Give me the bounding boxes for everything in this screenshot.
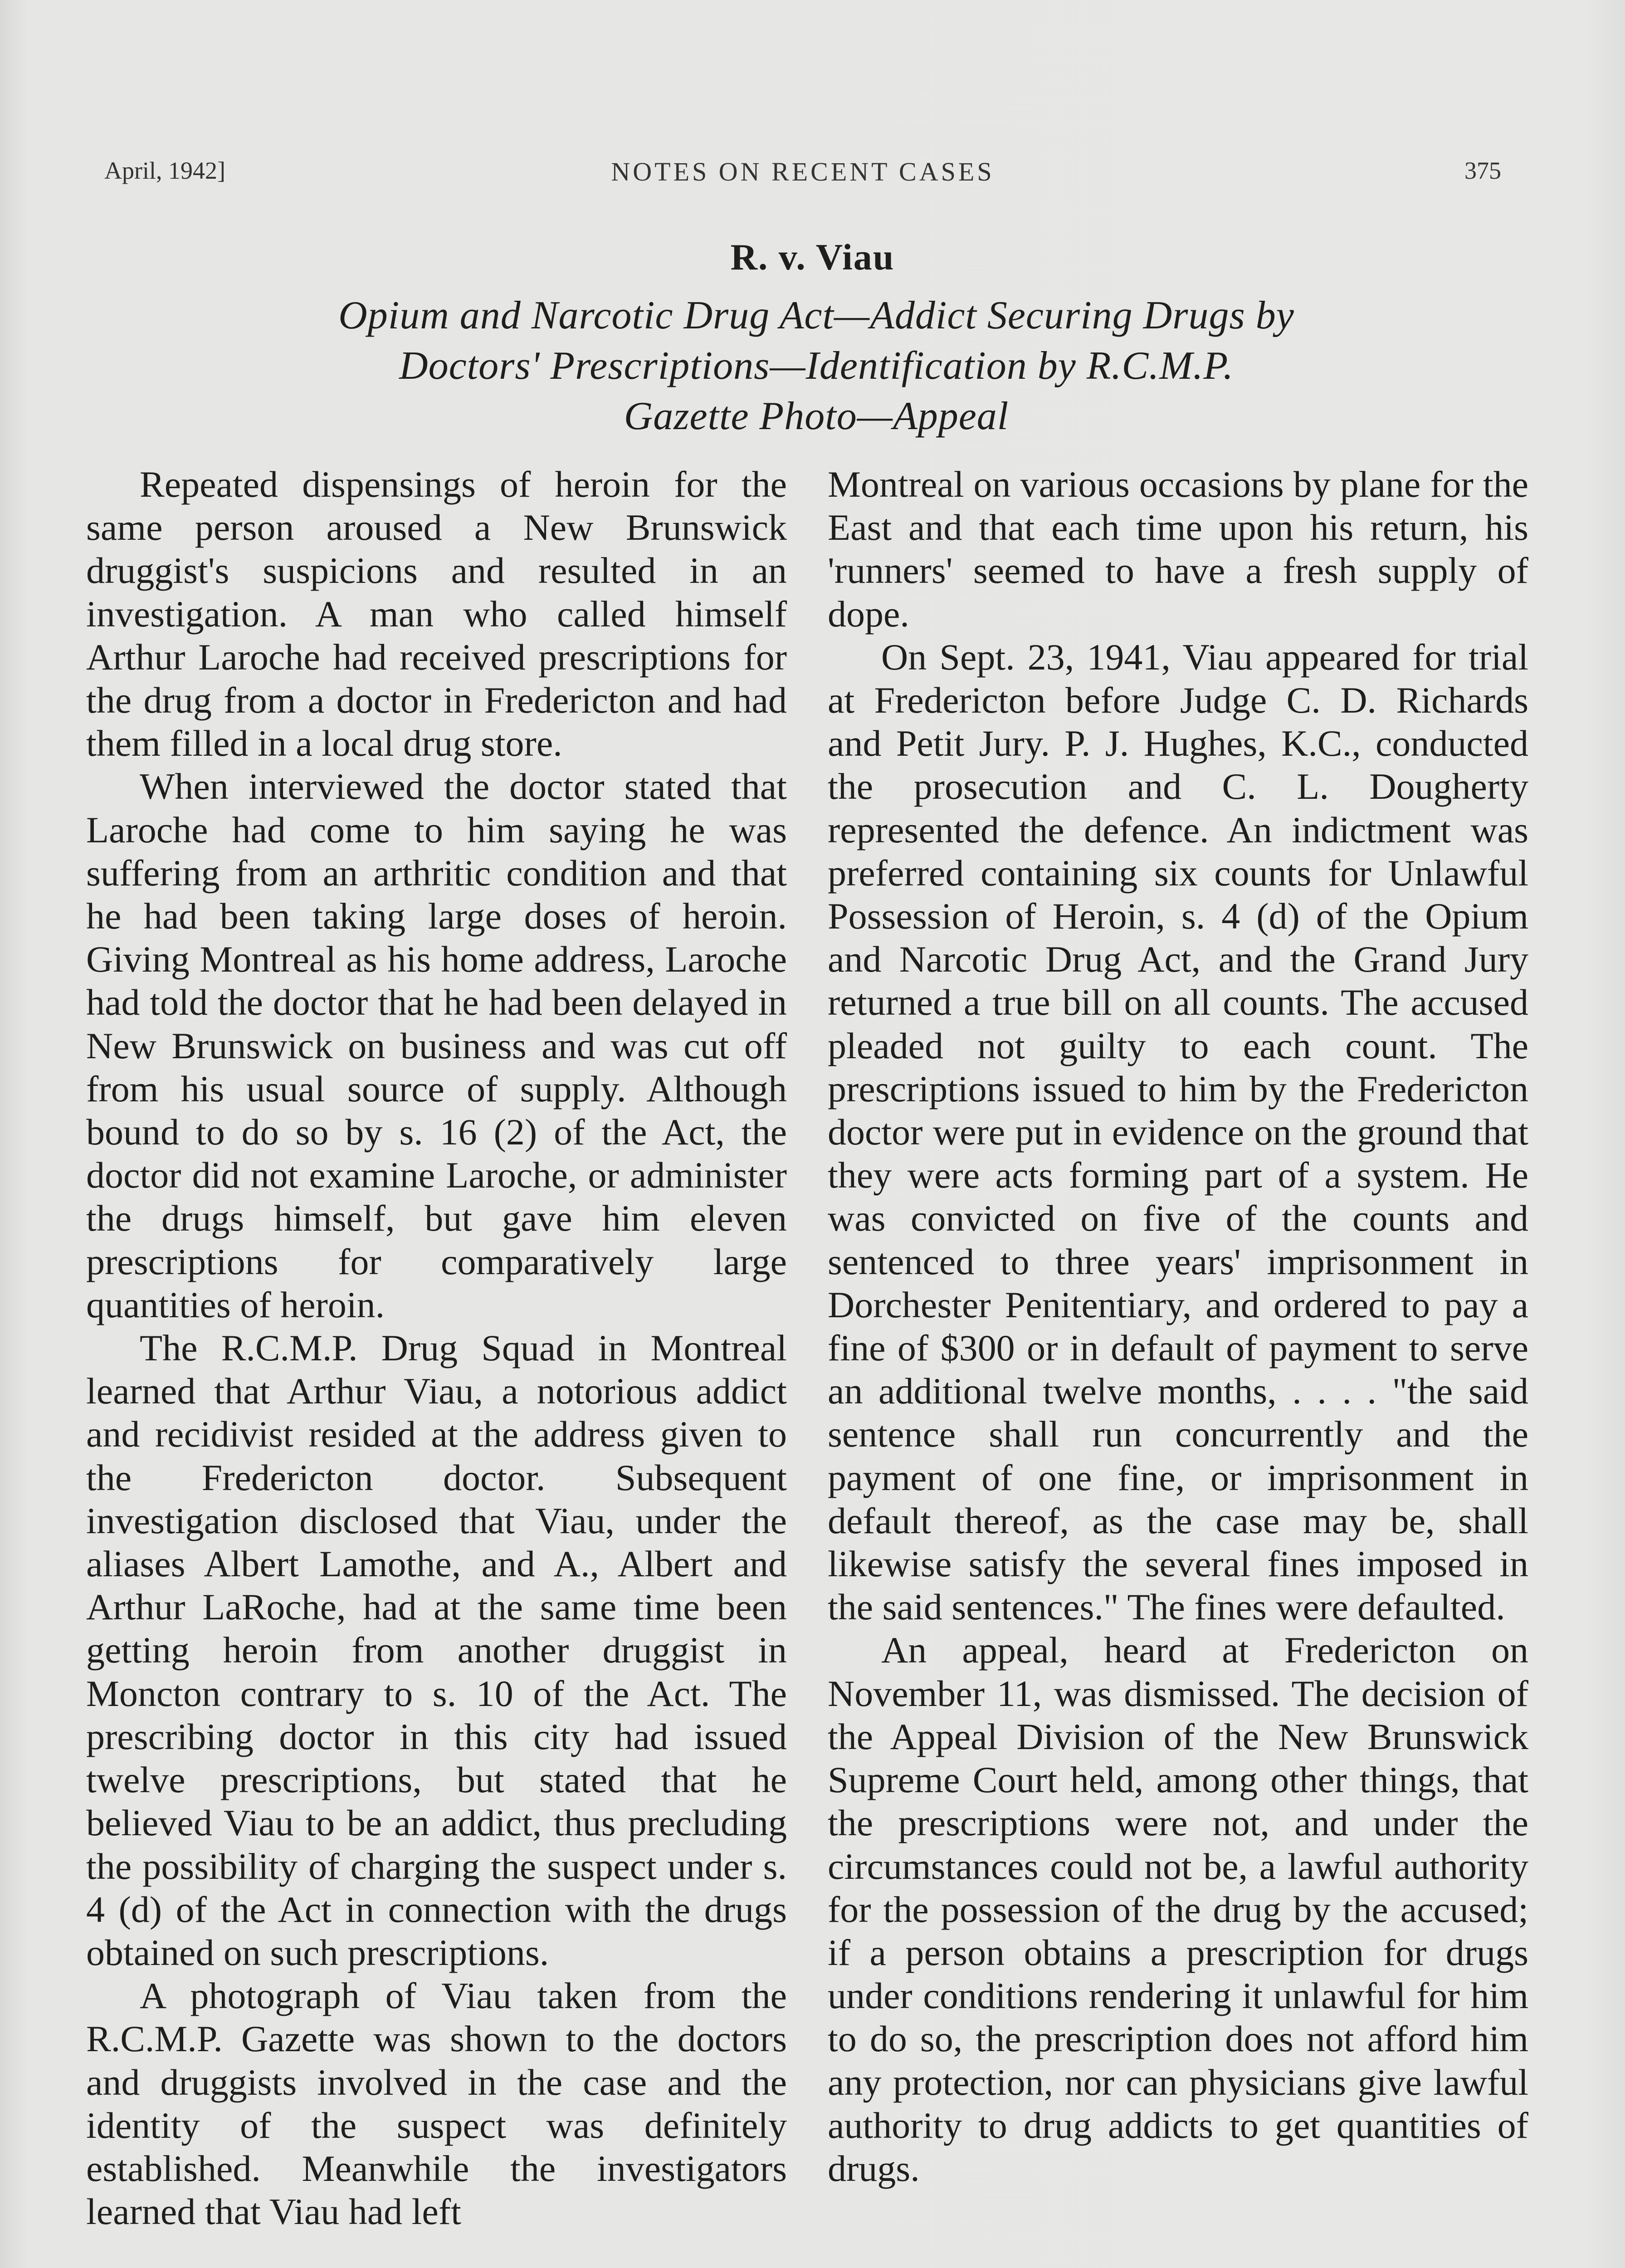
paragraph-continued: Montreal on various occasions by plane for the East and that each time upon his return, his 'runners' seemed to have a fresh supply of dope. <box>828 464 1528 635</box>
issue-date: April, 1942] <box>104 157 225 184</box>
paragraph: An appeal, heard at Fredericton on November 11, was dismissed. The decision of the Appeal Division of the New Brunswick Supreme Court held, among other things, that the prescriptions were not, and under the circumstances could not be, a lawful authority for the possession of the drug by the accused; if a person obtains a prescription for drugs under conditions rendering it unlawful for him to do so, the prescription does not afford him any protection, nor can physicians give lawful authority to drug addicts to get quantities of drugs. <box>828 1629 1528 2189</box>
paragraph: The R.C.M.P. Drug Squad in Montreal learned that Arthur Viau, a notorious addict and recidivist resided at the address given to the Fredericton doctor. Subsequent investigation disclosed that Viau, under the aliases Albert Lamothe, and A., Albert and Arthur LaRoche, had at the same time been getting heroin from another druggist in Moncton contrary to s. 10 of the Act. The prescribing doctor in this city had issued twelve prescriptions, but stated that he believed Viau to be an addict, thus precluding the possibility of charging the suspect under s. 4 (d) of the Act in connection with the drugs obtained on such prescriptions. <box>86 1327 787 1973</box>
paragraph: Repeated dispensings of heroin for the same person aroused a New Brunswick druggist's suspicions and resulted in an investigation. A man who called himself Arthur Laroche had received prescriptions for the drug from a doctor in Fredericton and had them filled in a local drug store. <box>86 464 787 764</box>
paragraph: A photograph of Viau taken from the R.C.M.P. Gazette was shown to the doctors and druggists involved in the case and the identity of the suspect was definitely established. Meanwhile the investigators learned that Viau had left <box>86 1975 787 2233</box>
paragraph: On Sept. 23, 1941, Viau appeared for trial at Fredericton before Judge C. D. Richards and Petit Jury. P. J. Hughes, K.C., conducted the prosecution and C. L. Dougherty represented the defence. An indictment was preferred containing six counts for Unlawful Possession of Heroin, s. 4 (d) of the Opium and Narcotic Drug Act, and the Grand Jury returned a true bill on all counts. The accused pleaded not guilty to each count. The prescriptions issued to him by the Fredericton doctor were put in evidence on the ground that they were acts forming part of a system. He was convicted on five of the counts and sentenced to three years' imprisonment in Dorchester Penitentiary, and ordered to pay a fine of $300 or in default of payment to serve an additional twelve months, . . . . "the said sentence shall run concurrently and the payment of one fine, or imprisonment in default thereof, as the case may be, shall likewise satisfy the several fines imposed in the said sentences." The fines were defaulted. <box>828 636 1528 1628</box>
section-title: NOTES ON RECENT CASES <box>611 157 995 186</box>
right-column <box>828 463 1528 2190</box>
subtitle-line: Opium and Narcotic Drug Act—Addict Securing Drugs by <box>338 293 1294 337</box>
left-column <box>86 463 787 2233</box>
paragraph: When interviewed the doctor stated that Laroche had come to him saying he was suffering from an arthritic condition and that he had been taking large doses of heroin. Giving Montreal as his home address, Laroche had told the doctor that he had been delayed in New Brunswick on business and was cut off from his usual source of supply. Although bound to do so by s. 16 (2) of the Act, the doctor did not examine Laroche, or administer the drugs himself, but gave him eleven prescriptions for comparatively large quantities of heroin. <box>86 766 787 1325</box>
case-title: R. v. Viau <box>730 236 895 278</box>
subtitle-line: Doctors' Prescriptions—Identification by R.C.M.P. <box>399 344 1234 388</box>
page-number: 375 <box>1464 157 1501 184</box>
subtitle-line: Gazette Photo—Appeal <box>624 394 1009 438</box>
case-subtitle <box>181 290 1451 441</box>
running-head <box>104 156 1501 193</box>
